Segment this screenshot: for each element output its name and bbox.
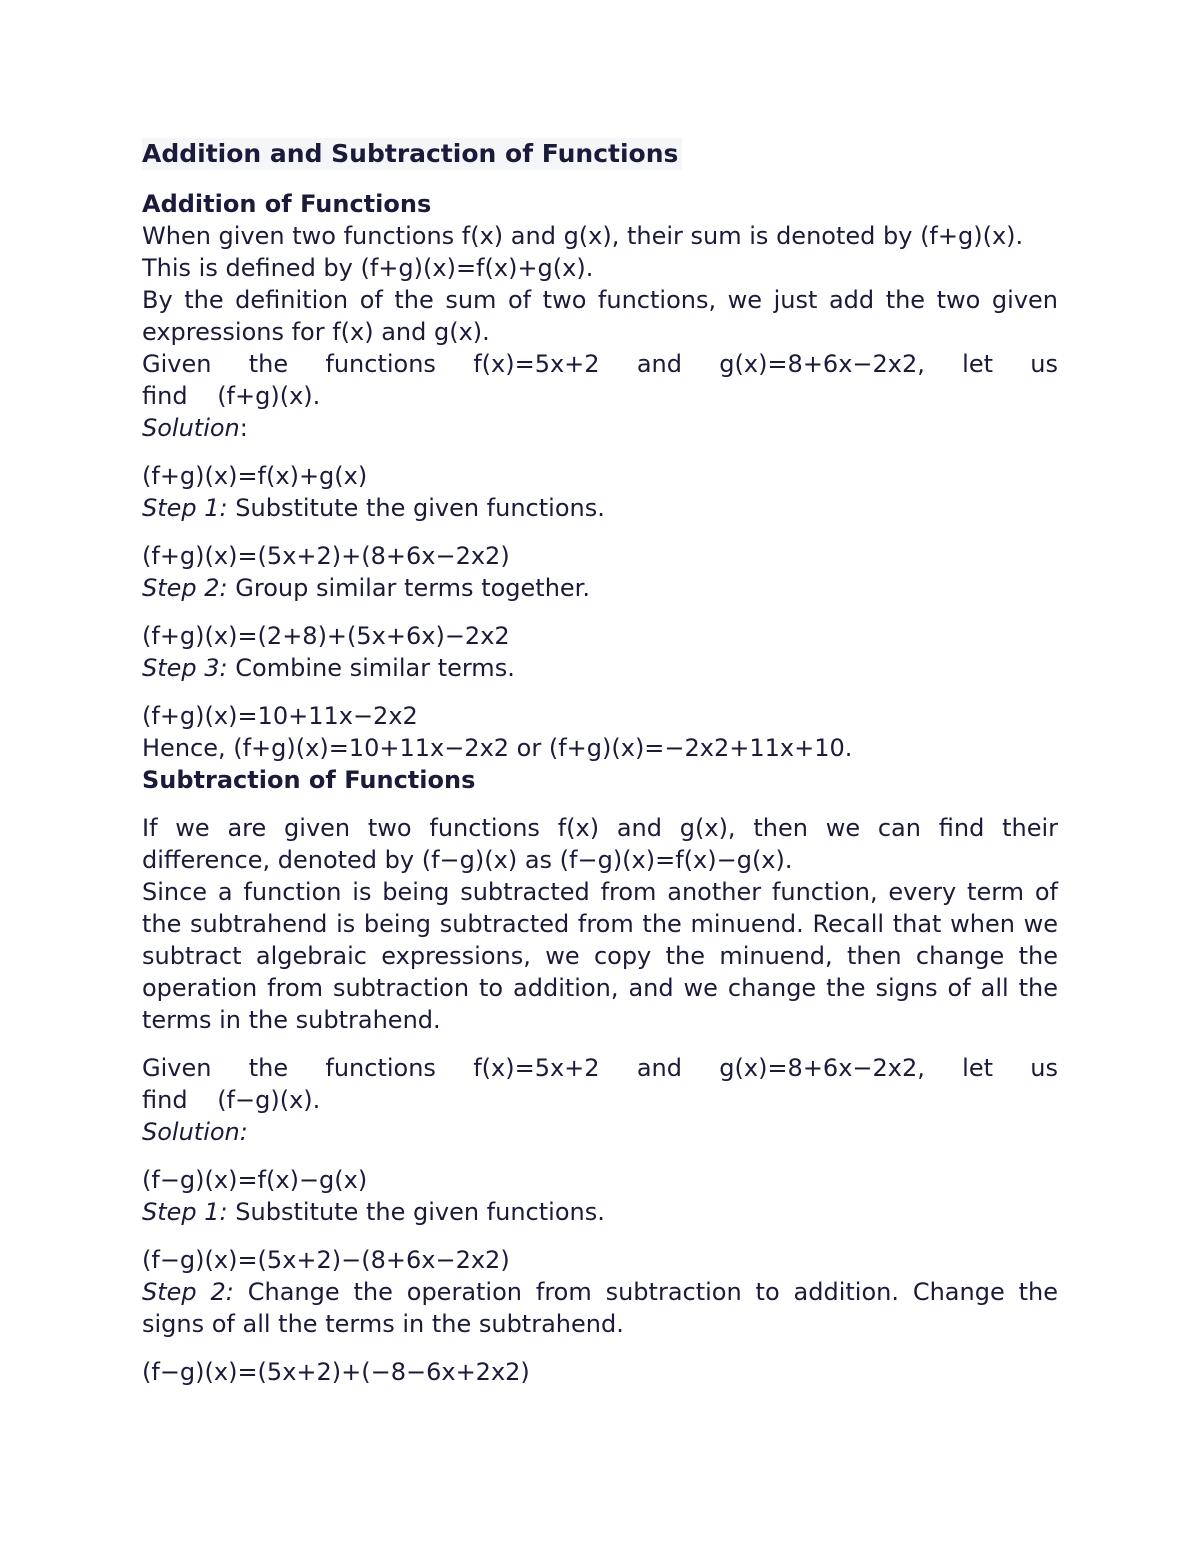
document-title: Addition and Subtraction of Functions [142, 138, 682, 170]
subtraction-step-2 [142, 1276, 1058, 1340]
subtraction-step-1 [142, 1196, 1058, 1228]
addition-conclusion: Hence, (f+g)(x)=10+11x−2x2 or (f+g)(x)=−2x2+11x+10. [142, 734, 853, 762]
addition-step-2 [142, 572, 1058, 604]
addition-heading: Addition of Functions [142, 190, 432, 218]
subtraction-para-1: If we are given two functions f(x) and g(x), then we can find their difference, denoted by (f−g)(x) as (f−g)(x)=f(x)−g(x). [142, 814, 1058, 874]
addition-step-2-text: Group similar terms together. [227, 574, 590, 602]
document-page [142, 138, 1058, 1388]
subtraction-solution-label: Solution: [142, 1118, 248, 1146]
subtraction-heading: Subtraction of Functions [142, 766, 476, 794]
subtraction-equation-0: (f−g)(x)=f(x)−g(x) [142, 1166, 368, 1194]
subtraction-equation-2: (f−g)(x)=(5x+2)+(−8−6x+2x2) [142, 1358, 530, 1386]
spacer [142, 444, 1058, 460]
addition-equation-1: (f+g)(x)=(5x+2)+(8+6x−2x2) [142, 542, 510, 570]
spacer [142, 1148, 1058, 1164]
spacer [142, 1340, 1058, 1356]
addition-step-3 [142, 652, 1058, 684]
subtraction-step-1-label: Step 1: [142, 1198, 228, 1226]
addition-step-2-label: Step 2: [142, 574, 228, 602]
addition-para-1: When given two functions f(x) and g(x), their sum is denoted by (f+g)(x). This is defined by (f+g)(x)=f(x)+g(x). [142, 222, 1024, 282]
subtraction-step-1-text: Substitute the given functions. [227, 1198, 605, 1226]
addition-equation-2: (f+g)(x)=(2+8)+(5x+6x)−2x2 [142, 622, 510, 650]
subtraction-equation-1: (f−g)(x)=(5x+2)−(8+6x−2x2) [142, 1246, 510, 1274]
addition-solution-colon: : [239, 414, 248, 442]
addition-solution-label: Solution [142, 414, 240, 442]
spacer [142, 524, 1058, 540]
addition-step-1-label: Step 1: [142, 494, 228, 522]
spacer [142, 1228, 1058, 1244]
spacer [142, 684, 1058, 700]
spacer [142, 170, 1058, 188]
addition-step-1 [142, 492, 1058, 524]
subtraction-step-2-text: Change the operation from subtraction to addition. Change the signs of all the terms in the subtrahend. [142, 1278, 1058, 1338]
addition-equation-0: (f+g)(x)=f(x)+g(x) [142, 462, 368, 490]
subtraction-para-3: Given the functions f(x)=5x+2 and g(x)=8+6x−2x2, let us find (f−g)(x). [142, 1054, 1058, 1114]
spacer [142, 604, 1058, 620]
addition-solution-line [142, 412, 1058, 444]
subtraction-para-2: Since a function is being subtracted from another function, every term of the subtrahend is being subtracted from the minuend. Recall that when we subtract algebraic expressions, we copy the minuend, then change the operation from subtraction to addition, and we change the signs of all the terms in the subtrahend. [142, 878, 1058, 1034]
addition-step-3-text: Combine similar terms. [227, 654, 515, 682]
addition-equation-3: (f+g)(x)=10+11x−2x2 [142, 702, 418, 730]
addition-para-2: By the definition of the sum of two functions, we just add the two given expressions for f(x) and g(x). [142, 286, 1058, 346]
addition-para-3: Given the functions f(x)=5x+2 and g(x)=8+6x−2x2, let us find (f+g)(x). [142, 350, 1058, 410]
addition-step-1-text: Substitute the given functions. [227, 494, 605, 522]
addition-step-3-label: Step 3: [142, 654, 228, 682]
subtraction-step-2-label: Step 2: [142, 1278, 234, 1306]
spacer [142, 1036, 1058, 1052]
spacer [142, 796, 1058, 812]
